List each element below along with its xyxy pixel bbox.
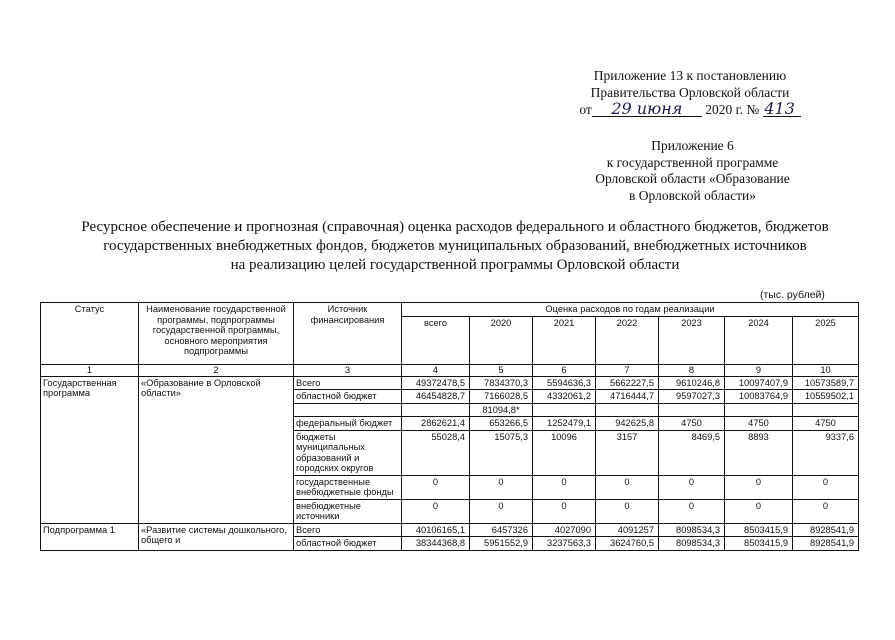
value-cell (596, 403, 659, 417)
value-cell: 4027090 (533, 523, 596, 537)
value-cell: 0 (725, 475, 793, 499)
value-cell: 0 (725, 499, 793, 523)
value-cell: 8503415,9 (725, 523, 793, 537)
value-cell: 0 (596, 499, 659, 523)
col-index: 4 (402, 364, 470, 376)
value-cell: 8503415,9 (725, 537, 793, 551)
column-index-row (41, 364, 859, 376)
program-name-cell: «Образование в Орловской области» (139, 376, 294, 523)
resolution-date-line (555, 101, 825, 119)
appendix-13-line2: Правительства Орловской области (590, 84, 790, 100)
header-name: Наименование государственной программы, подпрограммы государственной программы, основного мероприятия подпрограммы (139, 303, 294, 365)
col-index: 7 (596, 364, 659, 376)
appendix-6-line: в Орловской области» (629, 187, 756, 203)
value-cell: 5594636,3 (533, 376, 596, 390)
source-cell: государственные внебюджетные фонды (294, 475, 402, 499)
value-cell: 9597027,3 (659, 390, 725, 404)
source-cell (294, 403, 402, 417)
value-cell (725, 403, 793, 417)
header-estimate: Оценка расходов по годам реализации (402, 303, 859, 317)
value-cell: 9337,6 (793, 430, 859, 475)
year-2020: 2020 (470, 316, 533, 364)
col-index: 9 (725, 364, 793, 376)
value-cell: 49372478,5 (402, 376, 470, 390)
value-cell: 3624760,5 (596, 537, 659, 551)
value-cell: 4750 (725, 417, 793, 431)
value-cell: 4332061,2 (533, 390, 596, 404)
handwritten-number: 413 (763, 101, 801, 117)
col-index: 6 (533, 364, 596, 376)
col-index: 2 (139, 364, 294, 376)
value-cell: 10573589,7 (793, 376, 859, 390)
value-cell: 8469,5 (659, 430, 725, 475)
value-cell: 1252479,1 (533, 417, 596, 431)
value-cell (402, 403, 470, 417)
value-cell: 7834370,3 (470, 376, 533, 390)
value-cell: 0 (659, 475, 725, 499)
date-prefix: от (579, 102, 592, 117)
value-cell: 0 (402, 475, 470, 499)
value-cell: 8928541,9 (793, 537, 859, 551)
value-cell (659, 403, 725, 417)
appendix-13-header (555, 68, 825, 119)
status-cell: Государственная программа (41, 376, 139, 523)
year-2024: 2024 (725, 316, 793, 364)
value-cell: 55028,4 (402, 430, 470, 475)
col-index: 5 (470, 364, 533, 376)
program-name-cell: «Развитие системы дошкольного, общего и (139, 523, 294, 550)
value-cell: 0 (793, 475, 859, 499)
value-cell: 8098534,3 (659, 537, 725, 551)
source-cell: областной бюджет (294, 537, 402, 551)
value-cell: 9610246,8 (659, 376, 725, 390)
value-cell: 10559502,1 (793, 390, 859, 404)
value-cell: 5951552,9 (470, 537, 533, 551)
budget-table (40, 302, 859, 551)
value-cell: 7166028,5 (470, 390, 533, 404)
value-cell: 4716444,7 (596, 390, 659, 404)
appendix-6-line: к государственной программе (606, 154, 779, 170)
header-status: Статус (41, 303, 139, 365)
year-2023: 2023 (659, 316, 725, 364)
value-cell: 0 (470, 475, 533, 499)
value-cell: 2862621,4 (402, 417, 470, 431)
value-cell: 3157 (596, 430, 659, 475)
year-2021: 2021 (533, 316, 596, 364)
title-line: Ресурсное обеспечение и прогнозная (справочная) оценка расходов федерального и областного бюджетов, бюджетов (81, 219, 829, 235)
value-cell: 40106165,1 (402, 523, 470, 537)
value-cell: 8893 (725, 430, 793, 475)
appendix-6-header (565, 138, 820, 204)
value-cell: 0 (659, 499, 725, 523)
value-cell: 4750 (793, 417, 859, 431)
handwritten-date: 29 июня (592, 101, 702, 117)
value-cell: 0 (793, 499, 859, 523)
value-cell: 942625,8 (596, 417, 659, 431)
status-cell: Подпрограмма 1 (41, 523, 139, 550)
value-cell: 0 (596, 475, 659, 499)
year-total: всего (402, 316, 470, 364)
appendix-6-line: Приложение 6 (651, 138, 734, 153)
value-cell: 8098534,3 (659, 523, 725, 537)
year-2022: 2022 (596, 316, 659, 364)
value-cell: 6457326 (470, 523, 533, 537)
source-cell: Всего (294, 523, 402, 537)
col-index: 8 (659, 364, 725, 376)
value-cell (533, 403, 596, 417)
source-cell: Всего (294, 376, 402, 390)
date-middle: 2020 г. № (705, 102, 760, 117)
value-cell: 0 (470, 499, 533, 523)
source-cell: внебюджетные источники (294, 499, 402, 523)
value-cell: 3237563,3 (533, 537, 596, 551)
value-cell: 10097407,9 (725, 376, 793, 390)
title-line: на реализацию целей государственной программы Орловской области (230, 257, 680, 273)
source-cell: бюджеты муниципальных образований и городских округов (294, 430, 402, 475)
value-cell: 4091257 (596, 523, 659, 537)
value-cell: 10083764,9 (725, 390, 793, 404)
source-cell: федеральный бюджет (294, 417, 402, 431)
title-line: государственных внебюджетных фондов, бюджетов муниципальных образований, внебюджетных источников (103, 238, 807, 254)
value-cell: 4750 (659, 417, 725, 431)
col-index: 1 (41, 364, 139, 376)
header-source: Источник финансирования (294, 303, 402, 365)
units-label: (тыс. рублей) (760, 289, 825, 301)
appendix-6-line: Орловской области «Образование (595, 171, 790, 186)
header-row (41, 303, 859, 317)
value-cell: 15075,3 (470, 430, 533, 475)
source-cell: областной бюджет (294, 390, 402, 404)
col-index: 10 (793, 364, 859, 376)
value-cell: 0 (533, 499, 596, 523)
appendix-13-line1: Приложение 13 к постановлению (593, 68, 787, 83)
col-index: 3 (294, 364, 402, 376)
value-cell: 8928541,9 (793, 523, 859, 537)
document-title (55, 218, 855, 275)
value-cell: 5662227,5 (596, 376, 659, 390)
value-cell: 10096 (533, 430, 596, 475)
value-cell: 653266,5 (470, 417, 533, 431)
footnote-value-cell: 81094,8* (470, 403, 533, 417)
value-cell: 38344368,8 (402, 537, 470, 551)
value-cell: 0 (533, 475, 596, 499)
table-row (41, 376, 859, 390)
value-cell: 0 (402, 499, 470, 523)
value-cell (793, 403, 859, 417)
value-cell: 46454828,7 (402, 390, 470, 404)
table-row (41, 523, 859, 537)
year-2025: 2025 (793, 316, 859, 364)
